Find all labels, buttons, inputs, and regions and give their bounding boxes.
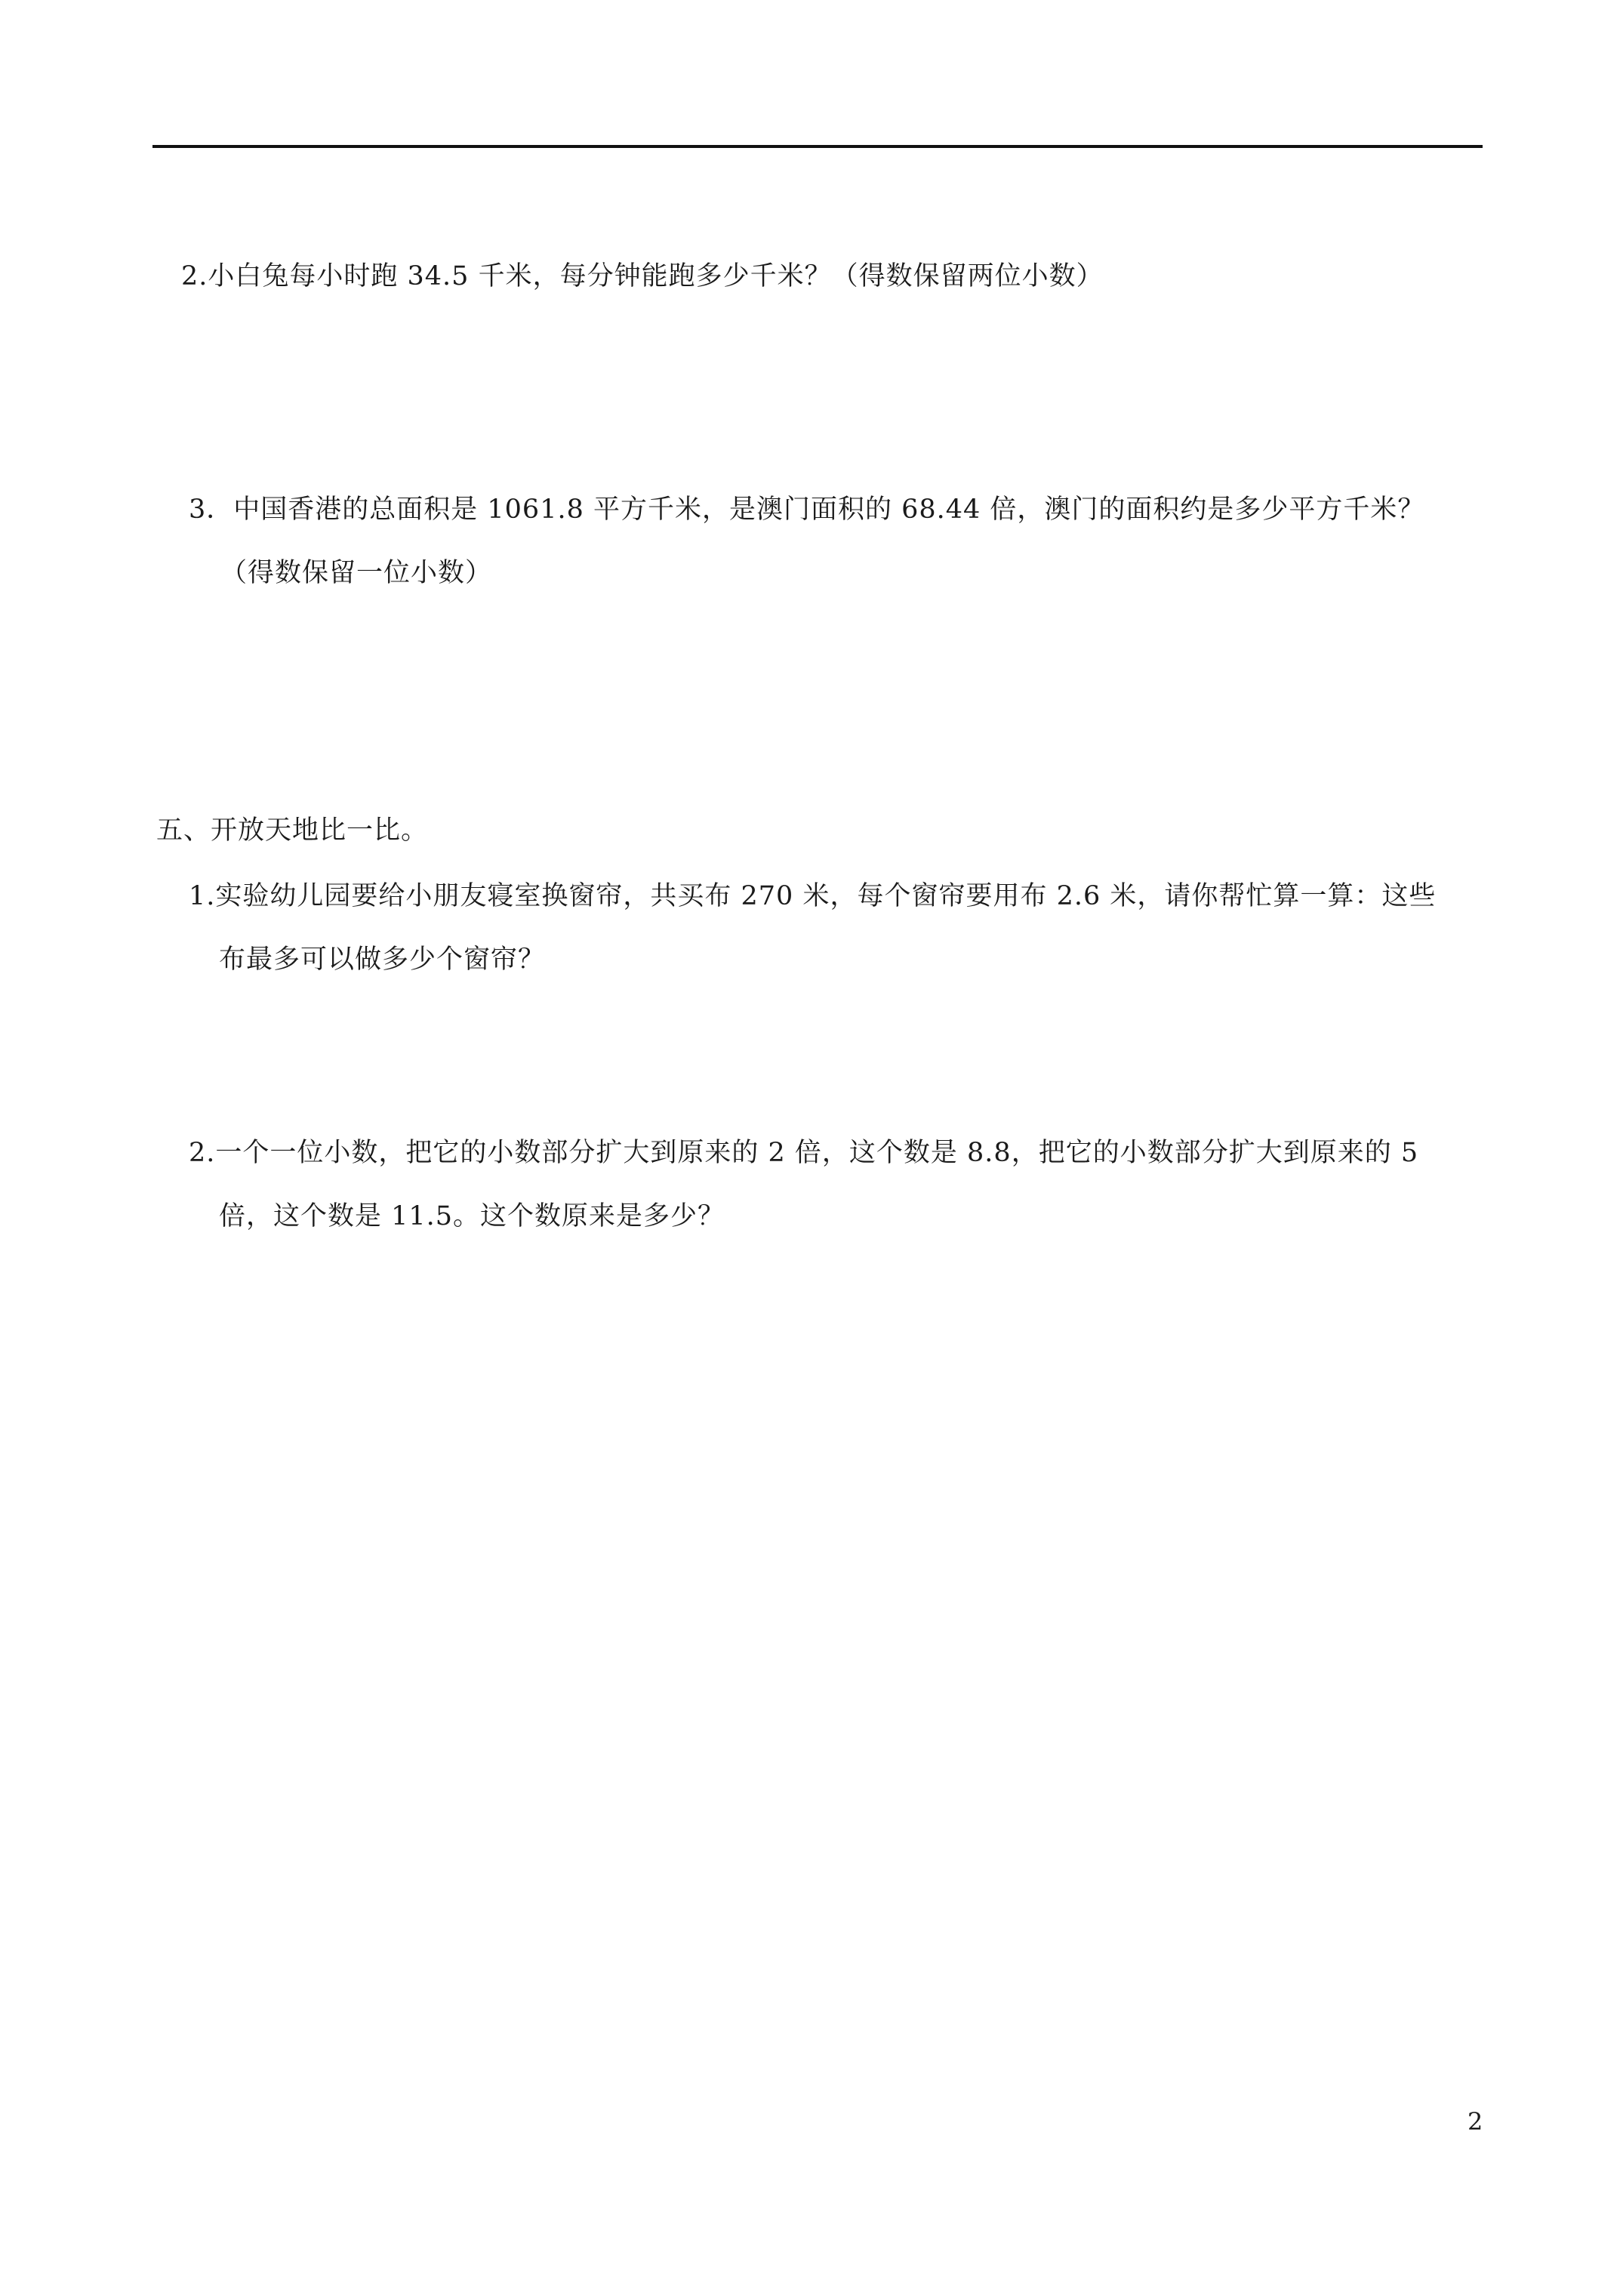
question-5-1-line2: 布最多可以做多少个窗帘？ (219, 945, 546, 975)
page-number: 2 (1467, 2107, 1483, 2136)
question-5-2-line1: 2.一个一位小数，把它的小数部分扩大到原来的 2 倍，这个数是 8.8，把它的小数部分扩大到原来的 5 (189, 1138, 1419, 1168)
section-5-heading: 五、开放天地比一比。 (156, 815, 429, 846)
question-5-2-line2: 倍，这个数是 11.5。这个数原来是多少？ (219, 1201, 725, 1231)
question-4-2: 2.小白兔每小时跑 34.5 千米，每分钟能跑多少千米？（得数保留两位小数） (181, 261, 1104, 291)
question-4-3-line2: （得数保留一位小数） (220, 558, 493, 588)
header-rule (152, 145, 1483, 148)
question-5-1-line1: 1.实验幼儿园要给小朋友寝室换窗帘，共买布 270 米，每个窗帘要用布 2.6 米，请你帮忙算一算：这些 (189, 881, 1437, 911)
question-4-3-line1: 3．中国香港的总面积是 1061.8 平方千米，是澳门面积的 68.44 倍，澳门的面积约是多少平方千米？ (189, 495, 1425, 525)
